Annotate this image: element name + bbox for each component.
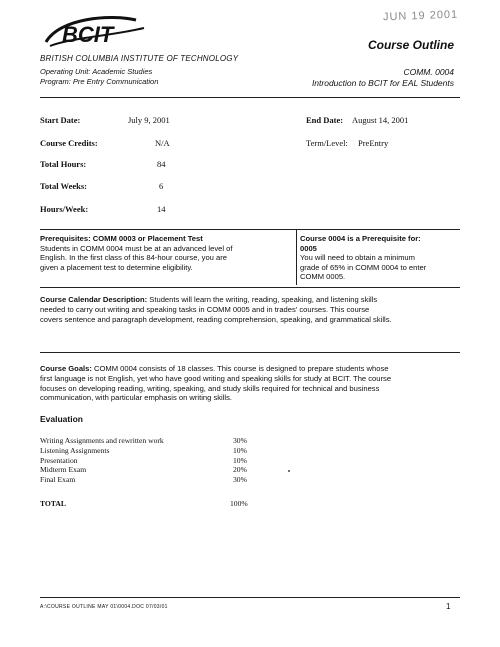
credits-label: Course Credits: [40, 138, 98, 148]
goals-top-rule [40, 352, 460, 353]
course-header [312, 67, 454, 89]
evaluation-item-percent: 20% [233, 465, 247, 475]
weeks-value: 6 [159, 181, 164, 191]
prerequisites-line: given a placement test to determine eligibility. [40, 262, 193, 272]
hours-label: Total Hours: [40, 159, 87, 169]
course-goals-text: focuses on developing reading, writing, speaking, and study skills required for technical and business [40, 383, 380, 393]
weeks-label: Total Weeks: [40, 181, 87, 191]
evaluation-row [40, 446, 270, 456]
start-date-value: July 9, 2001 [128, 115, 170, 125]
calendar-description-label: Course Calendar Description: [40, 295, 148, 304]
evaluation-item-percent: 10% [233, 445, 247, 455]
start-date-label: Start Date: [40, 115, 81, 125]
credits-value: N/A [155, 138, 170, 148]
hours-per-week-label: Hours/Week: [40, 204, 89, 214]
footer-rule [40, 597, 460, 598]
course-goals-label: Course Goals: [40, 364, 92, 373]
bcit-logo [40, 12, 150, 52]
total-label: TOTAL [40, 499, 66, 508]
hours-value: 84 [157, 159, 166, 169]
evaluation-row [40, 456, 270, 466]
evaluation-item-name: Presentation [40, 455, 78, 465]
course-goals-text: first language is not English, yet who have good writing and speaking skills for study at BCIT. The course [40, 373, 392, 383]
hours-per-week-value: 14 [157, 204, 166, 214]
total-value: 100% [230, 499, 248, 508]
evaluation-item-percent: 30% [233, 475, 247, 485]
operating-unit: Operating Unit: Academic Studies [40, 67, 153, 76]
course-name: Introduction to BCIT for EAL Students [311, 78, 454, 88]
prerequisites-line: English. In the first class of this 84-hour course, you are [40, 253, 227, 263]
calendar-description [40, 295, 465, 324]
prerequisite-for-line: grade of 65% in COMM 0004 to enter [300, 262, 427, 272]
received-stamp: JUN 19 2001 [382, 8, 459, 24]
course-goals-text: COMM 0004 consists of 18 classes. This course is designed to prepare students whose [91, 364, 389, 373]
prereq-top-rule [40, 229, 460, 230]
page-number: 1 [446, 602, 451, 611]
prerequisite-for-section [300, 234, 462, 282]
program: Program: Pre Entry Communication [40, 77, 159, 86]
prerequisite-for-line: You will need to obtain a minimum [300, 253, 415, 263]
prerequisite-for-heading: Course 0004 is a Prerequisite for: [300, 234, 421, 243]
evaluation-item-percent: 30% [233, 436, 247, 445]
prerequisites-line: Students in COMM 0004 must be at an advanced level of [40, 243, 233, 253]
document-title: Course Outline [367, 38, 454, 52]
course-code: COMM. 0004 [403, 67, 454, 77]
institution-name: BRITISH COLUMBIA INSTITUTE OF TECHNOLOGY [40, 54, 239, 63]
evaluation-heading: Evaluation [40, 414, 83, 424]
prerequisites-heading: Prerequisites: COMM 0003 or Placement Test [40, 234, 203, 243]
end-date-label: End Date: [306, 115, 344, 125]
prereq-divider [296, 229, 297, 285]
evaluation-row [40, 475, 270, 485]
calendar-description-text: needed to carry out writing and speaking tasks in COMM 0005 and in trades' courses. This course [40, 304, 370, 314]
prerequisite-for-line: COMM 0005. [300, 272, 346, 282]
calendar-description-text: Students will learn the writing, reading, speaking, and listening skills [147, 295, 378, 304]
speck-mark [288, 470, 290, 472]
evaluation-item-name: Writing Assignments and rewritten work [40, 436, 164, 445]
end-date-value: August 14, 2001 [352, 115, 409, 125]
prerequisite-for-course: 0005 [300, 243, 317, 253]
prerequisites-section [40, 234, 292, 272]
course-goals [40, 364, 465, 403]
evaluation-item-name: Listening Assignments [40, 445, 110, 455]
prereq-bottom-rule [40, 287, 460, 288]
logo-text: BCIT [62, 22, 114, 47]
evaluation-item-name: Final Exam [40, 475, 76, 485]
term-value: PreEntry [358, 138, 389, 148]
evaluation-row [40, 465, 270, 475]
evaluation-table [40, 436, 270, 485]
evaluation-item-name: Midterm Exam [40, 465, 87, 475]
evaluation-row [40, 436, 270, 446]
header-rule [40, 97, 460, 98]
evaluation-item-percent: 10% [233, 455, 247, 465]
footer-file-path: A:\COURSE OUTLINE MAY 01\0004.DOC 07/03/01 [40, 604, 168, 610]
calendar-description-text: covers sentence and paragraph development, reading comprehension, speaking, and grammatical skills. [40, 314, 392, 324]
course-goals-text: communication, with particular emphasis on writing skills. [40, 393, 233, 403]
term-label: Term/Level: [306, 138, 348, 148]
